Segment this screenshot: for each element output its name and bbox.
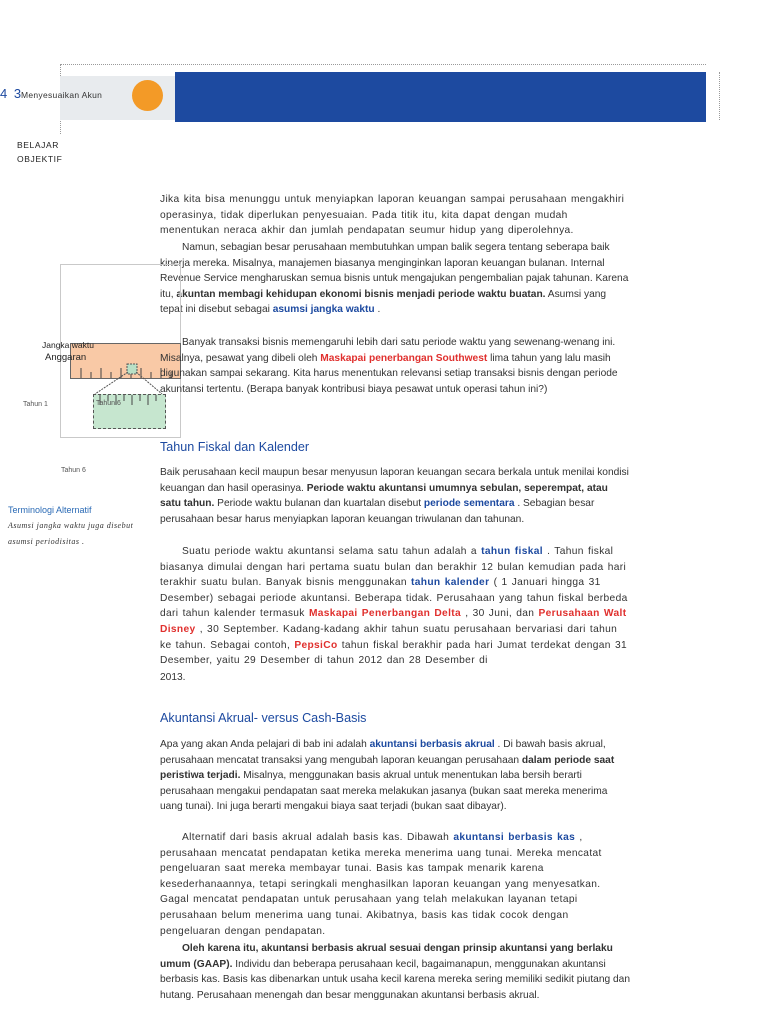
paragraph-accrual: Apa yang akan Anda pelajari di bab ini adalah akuntansi berbasis akrual . Di bawah basis akrual, perusahaan mencatat transaksi yang mengubah laporan keuangan perusahaan dalam periode saat peristiwa terjadi. Misalnya, menggunakan basis akrual untuk menentukan laba bersih berarti perusahaan mengakui pendapatan saat mereka melakukan jasanya (bukan saat mereka menerima uang tunai). Ini juga berarti mengakui biaya saat terjadi (bukan saat dibayar). (160, 739, 615, 813)
chapter-color-bar (175, 72, 706, 122)
company-link-delta[interactable]: Maskapai Penerbangan Delta (308, 608, 462, 620)
term-link-tahun-fiskal[interactable]: tahun fiskal (481, 546, 543, 557)
alt-terminology-text: Asumsi jangka waktu juga disebut asumsi periodisitas . (8, 521, 134, 546)
term-link-periode-sementara[interactable]: periode sementara (423, 498, 515, 510)
heading-accrual-cash: Akuntansi Akrual- versus Cash-Basis (160, 711, 367, 725)
orange-circle-icon (132, 80, 163, 111)
figure-label-anggaran: Anggaran (45, 352, 87, 363)
learning-objective-label-2: OBJEKTIF (17, 154, 63, 164)
figure-label-jangka-waktu: Jangka waktu (42, 340, 94, 350)
paragraph-cash-basis: Alternatif dari basis akrual adalah basis kas. Dibawah akuntansi berbasis kas , perusahaan mencatat pendapatan ketika mereka menerima uang tunai. Mereka mencatat pengeluaran saat mereka membayar tunai. Basis kas tampak menarik karena kesederhanaannya, tetapi seringkali menghasilkan laporan keuangan yang menyesatkan. Gagal mencatat pendapatan untuk perusahaan yang telah melakukan layanan tetapi perusahaan belum menerima uang tunai. Akibatnya, basis kas tidak cocok dengan pengeluaran dengan pendapatan. (160, 832, 602, 937)
paragraph-year-end: 2013. (160, 672, 186, 683)
header-dotted-rule-right (719, 72, 720, 120)
header-dotted-rule (60, 64, 706, 65)
company-link-pepsico[interactable]: PepsiCo (294, 639, 338, 651)
figure-inner-label: Tahun 6 (96, 400, 121, 407)
paragraph-intro: Jika kita bisa menunggu untuk menyiapkan laporan keuangan sampai perusahaan mengakhiri operasinya, tidak diperlukan penyesuaian. Pada titik itu, kita dapat dengan mudah menentukan neraca akhir dan jumlah pendapatan seumur hidup yang diperolehnya. (160, 194, 625, 237)
chapter-title: Menyesuaikan Akun (21, 90, 103, 100)
paragraph-transactions: Banyak transaksi bisnis memengaruhi lebih dari satu periode waktu yang sewenang-wenang ini. Misalnya, pesawat yang dibeli oleh Maskapai penerbangan Southwest lima tahun yang lalu masih digunakan sampai sekarang. Kita harus menentukan relevansi setiap transaksi bisnis dengan periode akuntansi tertentu. (Berapa banyak kontribusi biaya pesawat untuk operasi tahun ini?) (160, 337, 618, 395)
figure-label-year-1: Tahun 1 (23, 401, 48, 408)
chapter-number: 3 (13, 86, 23, 101)
paragraph-time-period: Namun, sebagian besar perusahaan membutuhkan umpan balik segera tentang seberapa baik kinerja mereka. Misalnya, manajemen biasanya menginginkan laporan keuangan bulanan. Internal Revenue Service mengharuskan semua bisnis untuk mengajukan pengembalian pajak tahunan. Karena itu, akuntan membagi kehidupan ekonomi bisnis menjadi periode waktu buatan. Asumsi yang tepat ini disebut sebagai asumsi jangka waktu . (160, 242, 629, 316)
company-link-disney[interactable]: Perusahaan Walt Disney (160, 608, 627, 635)
heading-fiscal-calendar: Tahun Fiskal dan Kalender (160, 440, 310, 454)
paragraph-gaap: Oleh karena itu, akuntansi berbasis akrual sesuai dengan prinsip akuntansi yang berlaku umum (GAAP). Individu dan beberapa perusahaan kecil, bagaimanapun, menggunakan akuntansi berbasis kas. Basis kas dibenarkan untuk usaha kecil karena mereka sering memiliki sedikit piutang dan hutang. Perusahaan menengah dan besar menggunakan akuntansi berbasis akrual. (160, 943, 630, 1001)
learning-objective-label-1: BELAJAR (17, 140, 59, 150)
page-number (0, 86, 22, 101)
term-link-akuntansi-berbasis-kas[interactable]: akuntansi berbasis kas (453, 832, 576, 843)
term-link-tahun-kalender[interactable]: tahun kalender (411, 577, 490, 589)
company-link-southwest[interactable]: Maskapai penerbangan Southwest (320, 352, 488, 364)
paragraph-periods: Baik perusahaan kecil maupun besar menyusun laporan keuangan secara berkala untuk menilai kondisi keuangan dan hasil operasinya. Periode waktu akuntansi umumnya sebulan, seperempat, atau satu tahun. Periode waktu bulanan dan kuartalan disebut periode sementara . Sebagian besar perusahaan besar harus menyiapkan laporan keuangan triwulanan dan tahunan. (160, 467, 629, 525)
alt-terminology-title: Terminologi Alternatif (8, 505, 92, 515)
page-number-value: 4 (0, 86, 9, 101)
paragraph-fiscal-year: Suatu periode waktu akuntansi selama satu tahun adalah a tahun fiskal . Tahun fiskal biasanya dimulai dengan hari pertama suatu bulan dan berakhir 12 bulan kemudian pada hari terakhir suatu bulan. Banyak bisnis menggunakan tahun kalender ( 1 Januari hingga 31 Desember) sebagai periode akuntansi. Beberapa tidak. Perusahaan yang tahun fiskal berbeda dari tahun kalender termasuk Maskapai Penerbangan Delta , 30 Juni, dan Perusahaan Walt Disney , 30 September. Kadang-kadang akhir tahun suatu perusahaan bervariasi dari tahun ke tahun. Sebagai contoh, PepsiCo tahun fiskal berakhir pada hari Jumat terdekat dengan 31 Desember, yaitu 29 Desember di tahun 2012 dan 28 Desember di (160, 546, 628, 667)
term-link-asumsi-jangka-waktu[interactable]: asumsi jangka waktu (272, 304, 375, 316)
term-link-akuntansi-berbasis-akrual[interactable]: akuntansi berbasis akrual (369, 739, 495, 750)
figure-label-year-6: Tahun 6 (61, 467, 86, 474)
